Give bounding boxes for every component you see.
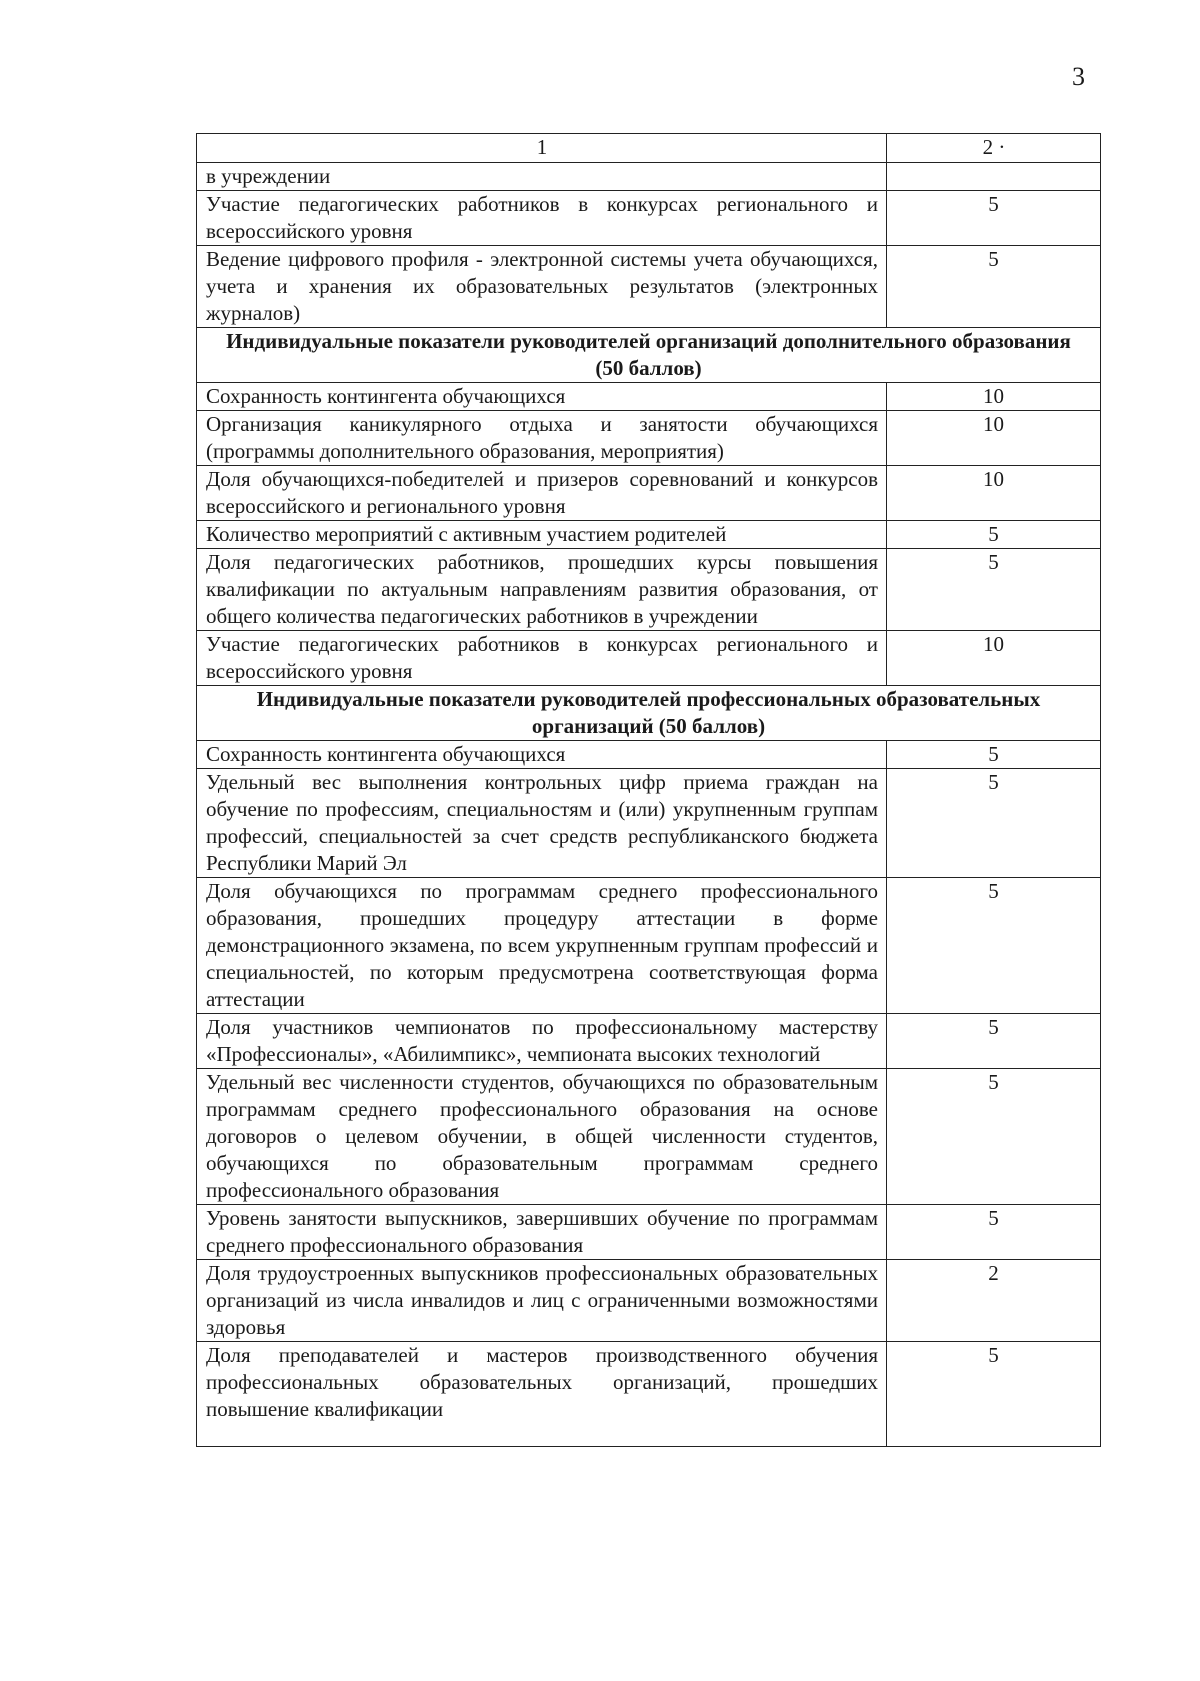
indicator-description: Удельный вес выполнения контрольных цифр приема граждан на обучение по профессиям, специальностям и (или) укрупненным группам профессий, специальностей за счет средств республиканского бюджета Республики Марий Эл [197, 769, 887, 878]
column-number-2: 2 · [887, 134, 1101, 163]
indicator-description: Количество мероприятий с активным участием родителей [197, 521, 887, 549]
section-title: Индивидуальные показатели руководителей профессиональных образовательных организаций (50 баллов) [197, 686, 1101, 741]
indicator-points: 5 [887, 191, 1101, 246]
indicator-description: Удельный вес численности студентов, обучающихся по образовательным программам среднего профессионального образования на основе договоров о целевом обучении, в общей численности студентов, обучающихся по образовательным программам среднего профессионального образования [197, 1069, 887, 1205]
table-row [197, 741, 1101, 769]
table-header-row [197, 134, 1101, 163]
section-header-row [197, 686, 1101, 741]
section-title: Индивидуальные показатели руководителей организаций дополнительного образования (50 баллов) [197, 328, 1101, 383]
indicator-description: Сохранность контингента обучающихся [197, 383, 887, 411]
indicator-points: 5 [887, 1069, 1101, 1205]
indicator-description: Участие педагогических работников в конкурсах регионального и всероссийского уровня [197, 191, 887, 246]
indicator-points: 2 [887, 1260, 1101, 1342]
indicator-points: 5 [887, 878, 1101, 1014]
section-header-row [197, 328, 1101, 383]
indicator-points: 5 [887, 521, 1101, 549]
indicator-description: Доля участников чемпионатов по профессиональному мастерству «Профессионалы», «Абилимпикс», чемпионата высоких технологий [197, 1014, 887, 1069]
table-row [197, 1069, 1101, 1205]
indicator-description: Ведение цифрового профиля - электронной системы учета обучающихся, учета и хранения их образовательных результатов (электронных журналов) [197, 246, 887, 328]
table-row [197, 163, 1101, 191]
indicator-description: Доля обучающихся по программам среднего профессионального образования, прошедших процедуру аттестации в форме демонстрационного экзамена, по всем укрупненным группам профессий и специальностей, по которым предусмотрена соответствующая форма аттестации [197, 878, 887, 1014]
page-number: 3 [1072, 62, 1085, 91]
indicator-description: Сохранность контингента обучающихся [197, 741, 887, 769]
table-row [197, 549, 1101, 631]
indicator-points: 10 [887, 466, 1101, 521]
indicators-table-container [196, 133, 1100, 1447]
indicator-description: Организация каникулярного отдыха и занятости обучающихся (программы дополнительного образования, мероприятия) [197, 411, 887, 466]
indicator-points: 5 [887, 741, 1101, 769]
indicators-table-body [197, 134, 1101, 1447]
indicator-points: 5 [887, 769, 1101, 878]
table-row [197, 383, 1101, 411]
indicator-description: Доля преподавателей и мастеров производственного обучения профессиональных образовательных организаций, прошедших повышение квалификации [197, 1342, 887, 1447]
indicator-description: Доля педагогических работников, прошедших курсы повышения квалификации по актуальным направлениям развития образования, от общего количества педагогических работников в учреждении [197, 549, 887, 631]
table-row [197, 411, 1101, 466]
indicator-description: в учреждении [197, 163, 887, 191]
table-row [197, 1205, 1101, 1260]
table-row [197, 466, 1101, 521]
indicator-points [887, 163, 1101, 191]
table-row [197, 769, 1101, 878]
indicators-table [196, 133, 1101, 1447]
column-number-1: 1 [197, 134, 887, 163]
indicator-points: 5 [887, 1014, 1101, 1069]
indicator-description: Участие педагогических работников в конкурсах регионального и всероссийского уровня [197, 631, 887, 686]
table-row [197, 191, 1101, 246]
table-row [197, 1342, 1101, 1447]
indicator-points: 10 [887, 631, 1101, 686]
table-row [197, 521, 1101, 549]
table-row [197, 246, 1101, 328]
indicator-description: Доля трудоустроенных выпускников профессиональных образовательных организаций из числа инвалидов и лиц с ограниченными возможностями здоровья [197, 1260, 887, 1342]
table-row [197, 878, 1101, 1014]
indicator-points: 5 [887, 246, 1101, 328]
table-row [197, 1260, 1101, 1342]
indicator-points: 5 [887, 1205, 1101, 1260]
indicator-points: 5 [887, 1342, 1101, 1447]
indicator-points: 10 [887, 383, 1101, 411]
table-row [197, 1014, 1101, 1069]
indicator-description: Доля обучающихся-победителей и призеров соревнований и конкурсов всероссийского и регионального уровня [197, 466, 887, 521]
indicator-points: 10 [887, 411, 1101, 466]
table-row [197, 631, 1101, 686]
indicator-points: 5 [887, 549, 1101, 631]
indicator-description: Уровень занятости выпускников, завершивших обучение по программам среднего профессионального образования [197, 1205, 887, 1260]
